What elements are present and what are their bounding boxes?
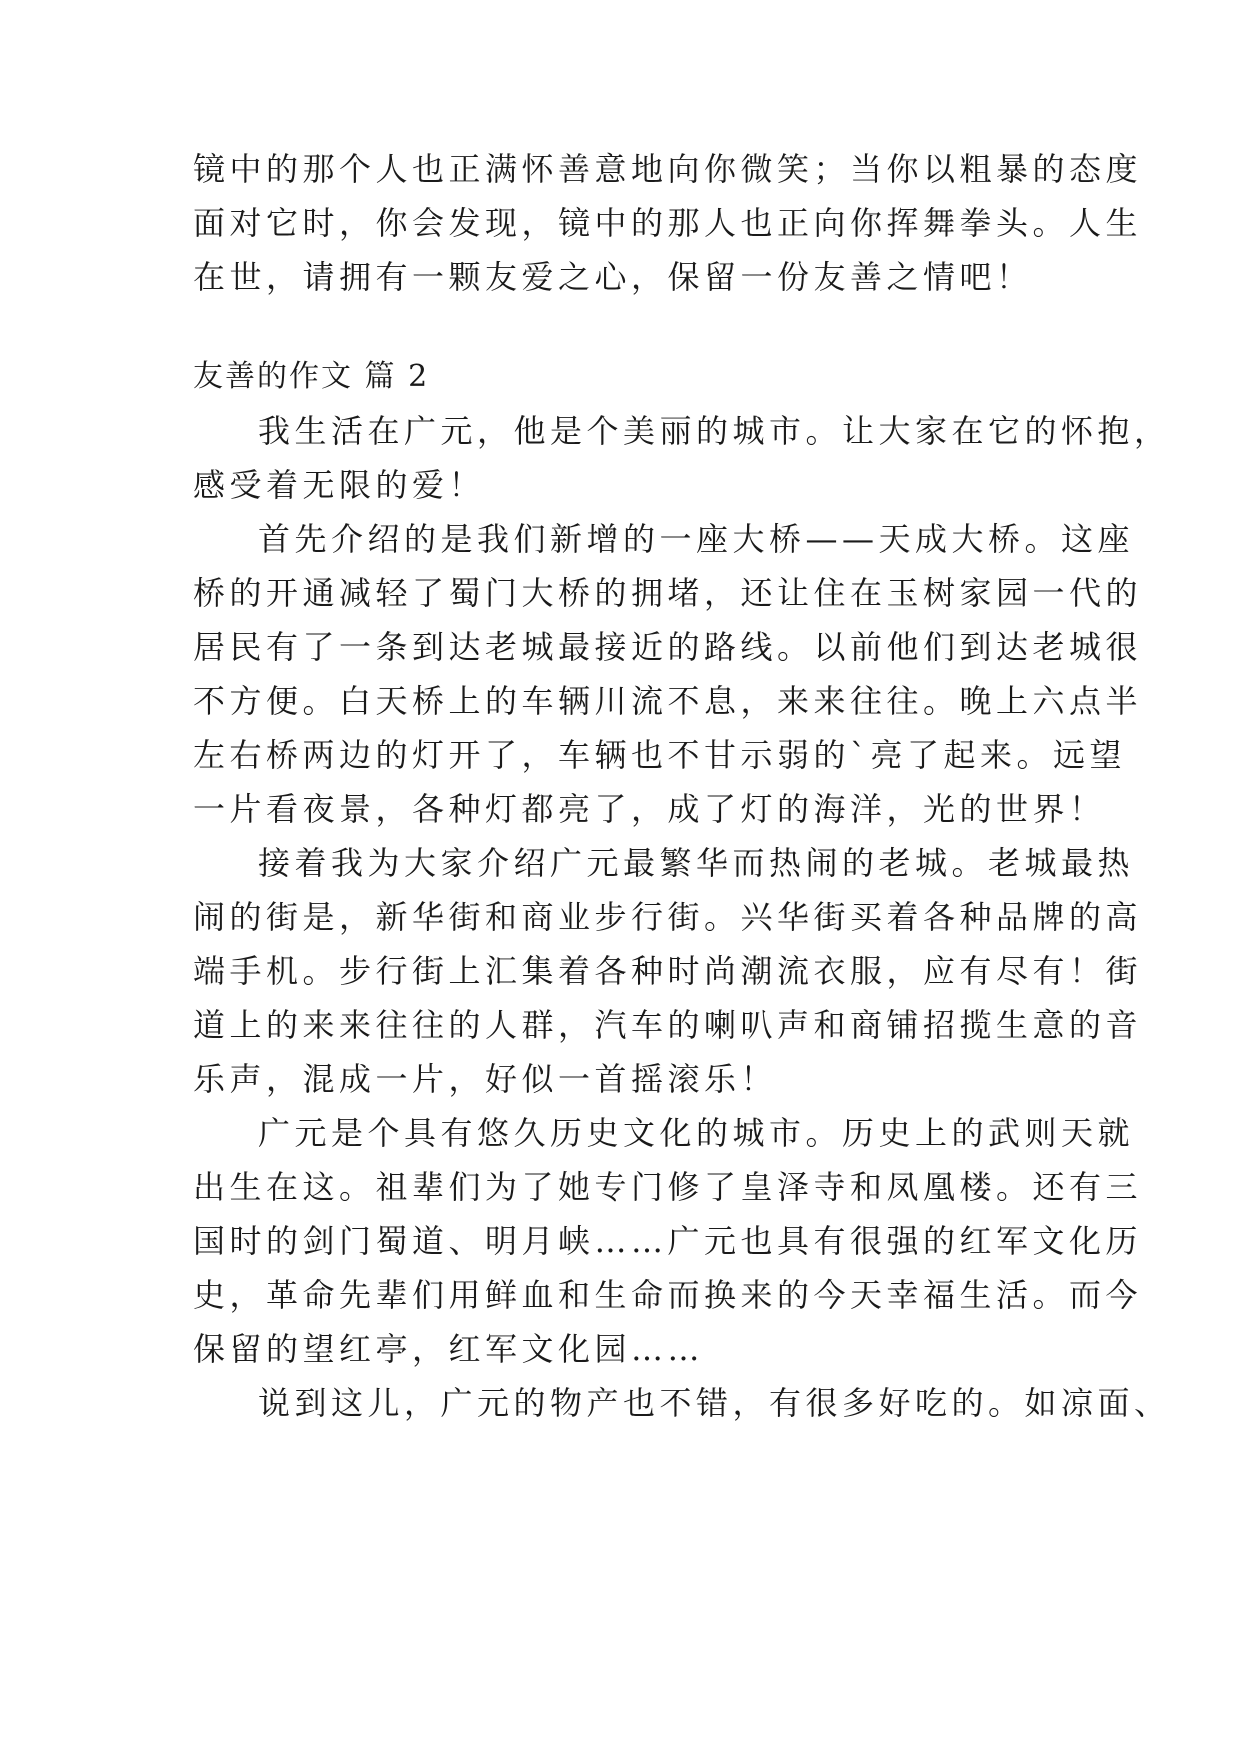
paragraph-3-line-5: 乐声，混成一片，好似一首摇滚乐！	[193, 1060, 778, 1098]
paragraph-2-line-3: 居民有了一条到达老城最接近的路线。以前他们到达老城很	[193, 628, 1143, 666]
paragraph-3-line-3: 端手机。步行街上汇集着各种时尚潮流衣服，应有尽有！街	[193, 952, 1143, 990]
paragraph-2-line-4: 不方便。白天桥上的车辆川流不息，来来往往。晚上六点半	[193, 682, 1143, 720]
section-heading: 友善的作文 篇 2	[193, 359, 430, 394]
paragraph-1-line-1: 我生活在广元，他是个美丽的城市。让大家在它的怀抱，	[258, 412, 1171, 450]
paragraph-4-line-4: 史，革命先辈们用鲜血和生命而换来的今天幸福生活。而今	[193, 1276, 1143, 1314]
paragraph-4-line-1: 广元是个具有悠久历史文化的城市。历史上的武则天就	[258, 1114, 1135, 1152]
paragraph-3-line-4: 道上的来来往往的人群，汽车的喇叭声和商铺招揽生意的音	[193, 1006, 1143, 1044]
paragraph-3-line-1: 接着我为大家介绍广元最繁华而热闹的老城。老城最热	[258, 844, 1135, 882]
paragraph-4-line-3: 国时的剑门蜀道、明月峡……广元也具有很强的红军文化历	[193, 1222, 1143, 1260]
paragraph-3-line-2: 闹的街是，新华街和商业步行街。兴华街买着各种品牌的高	[193, 898, 1143, 936]
paragraph-1-line-2: 感受着无限的爱！	[193, 466, 486, 504]
paragraph-2-line-6: 一片看夜景，各种灯都亮了，成了灯的海洋，光的世界！	[193, 790, 1106, 828]
paragraph-2-line-2: 桥的开通减轻了蜀门大桥的拥堵，还让住在玉树家园一代的	[193, 574, 1143, 612]
paragraph-2-line-1: 首先介绍的是我们新增的一座大桥——天成大桥。这座	[258, 520, 1135, 558]
paragraph-4-line-2: 出生在这。祖辈们为了她专门修了皇泽寺和凤凰楼。还有三	[193, 1168, 1143, 1206]
paragraph-4-line-5: 保留的望红亭，红军文化园……	[193, 1330, 705, 1368]
paragraph-5-line-1: 说到这儿，广元的物产也不错，有很多好吃的。如凉面、	[258, 1384, 1171, 1422]
intro-line-3: 在世，请拥有一颗友爱之心，保留一份友善之情吧！	[193, 258, 1033, 296]
intro-line-2: 面对它时，你会发现，镜中的那人也正向你挥舞拳头。人生	[193, 204, 1143, 242]
paragraph-2-line-5: 左右桥两边的灯开了，车辆也不甘示弱的`亮了起来。远望	[193, 736, 1127, 774]
intro-line-1: 镜中的那个人也正满怀善意地向你微笑；当你以粗暴的态度	[193, 150, 1143, 188]
